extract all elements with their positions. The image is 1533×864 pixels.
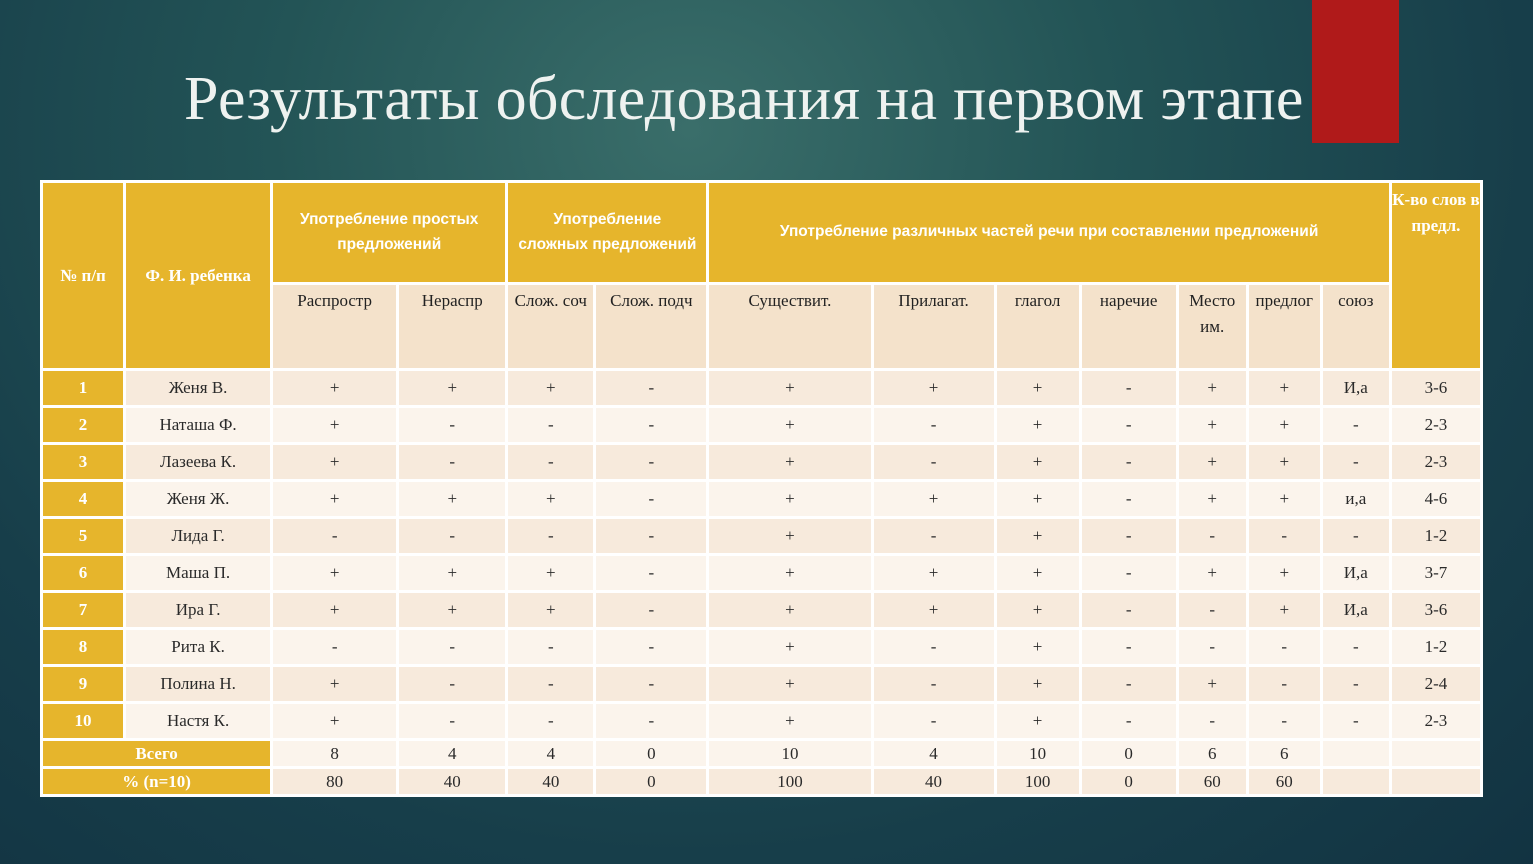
table-cell: - bbox=[1321, 444, 1390, 481]
table-cell: - bbox=[1080, 666, 1177, 703]
table-row bbox=[42, 407, 1482, 444]
table-cell: + bbox=[995, 555, 1080, 592]
subheader-cell: Место им. bbox=[1177, 284, 1247, 370]
row-number: 2 bbox=[42, 407, 125, 444]
table-cell: + bbox=[272, 592, 398, 629]
table-row bbox=[42, 481, 1482, 518]
word-count-cell: 1-2 bbox=[1390, 518, 1481, 555]
table-cell: + bbox=[1247, 555, 1321, 592]
table-cell: + bbox=[708, 555, 872, 592]
table-cell: - bbox=[1247, 518, 1321, 555]
word-count-cell: 3-7 bbox=[1390, 555, 1481, 592]
table-cell: - bbox=[872, 444, 995, 481]
table-cell: + bbox=[272, 370, 398, 407]
table-row bbox=[42, 444, 1482, 481]
results-table bbox=[40, 180, 1483, 797]
table-cell: + bbox=[872, 481, 995, 518]
table-cell: + bbox=[1247, 444, 1321, 481]
percent-cell: 60 bbox=[1177, 768, 1247, 796]
percent-cell: 40 bbox=[872, 768, 995, 796]
table-cell: - bbox=[398, 518, 507, 555]
table-cell: - bbox=[595, 703, 708, 740]
table-cell: - bbox=[595, 555, 708, 592]
table-cell: - bbox=[1080, 518, 1177, 555]
child-name: Женя В. bbox=[125, 370, 272, 407]
word-count-cell: 2-3 bbox=[1390, 407, 1481, 444]
word-count-cell: 1-2 bbox=[1390, 629, 1481, 666]
row-number: 8 bbox=[42, 629, 125, 666]
table-cell: + bbox=[708, 592, 872, 629]
table-cell: - bbox=[872, 407, 995, 444]
percent-cell bbox=[1390, 768, 1481, 796]
totals-cell: 0 bbox=[1080, 740, 1177, 768]
table-cell: - bbox=[1080, 592, 1177, 629]
child-name: Рита К. bbox=[125, 629, 272, 666]
totals-cell: 6 bbox=[1247, 740, 1321, 768]
row-number: 4 bbox=[42, 481, 125, 518]
child-name: Настя К. bbox=[125, 703, 272, 740]
header-num: № п/п bbox=[42, 182, 125, 370]
table-cell: + bbox=[708, 518, 872, 555]
totals-cell: 8 bbox=[272, 740, 398, 768]
table-row bbox=[42, 629, 1482, 666]
table-cell: - bbox=[1247, 666, 1321, 703]
table-cell: + bbox=[1177, 407, 1247, 444]
table-cell: + bbox=[272, 407, 398, 444]
table-cell: - bbox=[1321, 666, 1390, 703]
child-name: Маша П. bbox=[125, 555, 272, 592]
row-number: 1 bbox=[42, 370, 125, 407]
table-cell: + bbox=[1177, 481, 1247, 518]
table-row bbox=[42, 666, 1482, 703]
percent-row bbox=[42, 768, 1482, 796]
table-cell: - bbox=[595, 518, 708, 555]
totals-cell: 4 bbox=[398, 740, 507, 768]
table-cell: - bbox=[507, 703, 595, 740]
table-row bbox=[42, 518, 1482, 555]
table-cell: + bbox=[708, 666, 872, 703]
table-cell: - bbox=[1177, 703, 1247, 740]
percent-cell: 40 bbox=[507, 768, 595, 796]
child-name: Лида Г. bbox=[125, 518, 272, 555]
table-cell: + bbox=[507, 370, 595, 407]
table-cell: + bbox=[1177, 666, 1247, 703]
table-cell: + bbox=[708, 481, 872, 518]
table-cell: - bbox=[398, 666, 507, 703]
table-cell: + bbox=[872, 555, 995, 592]
subheader-cell: глагол bbox=[995, 284, 1080, 370]
table-cell: - bbox=[507, 629, 595, 666]
table-cell: - bbox=[507, 666, 595, 703]
table-cell: - bbox=[1177, 518, 1247, 555]
table-cell: + bbox=[507, 481, 595, 518]
table-cell: + bbox=[872, 592, 995, 629]
table-cell: - bbox=[398, 629, 507, 666]
table-cell: + bbox=[995, 666, 1080, 703]
totals-cell bbox=[1390, 740, 1481, 768]
percent-cell: 0 bbox=[595, 768, 708, 796]
table-cell: - bbox=[1080, 629, 1177, 666]
table-cell: + bbox=[995, 518, 1080, 555]
table-cell: + bbox=[708, 370, 872, 407]
child-name: Лазеева К. bbox=[125, 444, 272, 481]
header-parts-of-speech: Употребление различных частей речи при составлении предложений bbox=[708, 182, 1390, 284]
row-number: 3 bbox=[42, 444, 125, 481]
table-cell: + bbox=[995, 407, 1080, 444]
subheader-cell: наречие bbox=[1080, 284, 1177, 370]
table-cell: - bbox=[1177, 592, 1247, 629]
table-cell: - bbox=[595, 481, 708, 518]
totals-cell: 0 bbox=[595, 740, 708, 768]
table-cell: + bbox=[398, 555, 507, 592]
table-cell: - bbox=[595, 629, 708, 666]
table-cell: + bbox=[1247, 370, 1321, 407]
table-cell: + bbox=[708, 444, 872, 481]
table-cell: + bbox=[272, 703, 398, 740]
table-cell: + bbox=[1177, 555, 1247, 592]
table-cell: - bbox=[1177, 629, 1247, 666]
table-cell: + bbox=[995, 629, 1080, 666]
subheader-cell: Распростр bbox=[272, 284, 398, 370]
table-cell: + bbox=[398, 592, 507, 629]
table-cell: и,а bbox=[1321, 481, 1390, 518]
table-cell: - bbox=[1080, 444, 1177, 481]
percent-cell bbox=[1321, 768, 1390, 796]
table-cell: - bbox=[398, 703, 507, 740]
table-cell: - bbox=[595, 592, 708, 629]
table-cell: + bbox=[1247, 407, 1321, 444]
subheader-cell: Нераспр bbox=[398, 284, 507, 370]
subheader-cell: Слож. подч bbox=[595, 284, 708, 370]
row-number: 5 bbox=[42, 518, 125, 555]
table-cell: - bbox=[595, 444, 708, 481]
table-cell: - bbox=[595, 666, 708, 703]
totals-cell: 4 bbox=[507, 740, 595, 768]
table-cell: - bbox=[1247, 703, 1321, 740]
row-number: 10 bbox=[42, 703, 125, 740]
table-cell: + bbox=[398, 481, 507, 518]
child-name: Женя Ж. bbox=[125, 481, 272, 518]
totals-cell: 4 bbox=[872, 740, 995, 768]
header-complex-sentences: Употребление сложных предложений bbox=[507, 182, 708, 284]
word-count-cell: 2-3 bbox=[1390, 444, 1481, 481]
table-cell: - bbox=[595, 370, 708, 407]
table-cell: - bbox=[272, 518, 398, 555]
table-cell: + bbox=[272, 555, 398, 592]
header-simple-sentences: Употребление простых предложений bbox=[272, 182, 507, 284]
subheader-cell: предлог bbox=[1247, 284, 1321, 370]
subheader-cell: Слож. соч bbox=[507, 284, 595, 370]
table-cell: + bbox=[708, 629, 872, 666]
table-cell: + bbox=[872, 370, 995, 407]
subheader-cell: Существит. bbox=[708, 284, 872, 370]
table-body bbox=[42, 370, 1482, 740]
totals-cell: 10 bbox=[995, 740, 1080, 768]
percent-cell: 100 bbox=[995, 768, 1080, 796]
table-cell: - bbox=[872, 666, 995, 703]
word-count-cell: 3-6 bbox=[1390, 370, 1481, 407]
percent-cell: 100 bbox=[708, 768, 872, 796]
child-name: Полина Н. bbox=[125, 666, 272, 703]
table-cell: - bbox=[1080, 703, 1177, 740]
table-cell: + bbox=[995, 370, 1080, 407]
percent-cell: 60 bbox=[1247, 768, 1321, 796]
row-number: 6 bbox=[42, 555, 125, 592]
table-cell: - bbox=[872, 518, 995, 555]
word-count-cell: 3-6 bbox=[1390, 592, 1481, 629]
table-cell: + bbox=[1247, 592, 1321, 629]
table-row bbox=[42, 370, 1482, 407]
header-name: Ф. И. ребенка bbox=[125, 182, 272, 370]
table-cell: + bbox=[708, 703, 872, 740]
table-cell: - bbox=[1321, 629, 1390, 666]
table-cell: + bbox=[708, 407, 872, 444]
table-cell: + bbox=[995, 481, 1080, 518]
table-cell: - bbox=[1080, 555, 1177, 592]
table-row bbox=[42, 555, 1482, 592]
row-number: 7 bbox=[42, 592, 125, 629]
table-cell: И,а bbox=[1321, 370, 1390, 407]
totals-cell: 6 bbox=[1177, 740, 1247, 768]
table-cell: - bbox=[507, 518, 595, 555]
table-cell: И,а bbox=[1321, 592, 1390, 629]
table-cell: - bbox=[872, 629, 995, 666]
table-cell: + bbox=[507, 555, 595, 592]
table-cell: + bbox=[272, 444, 398, 481]
table-cell: + bbox=[1177, 370, 1247, 407]
child-name: Ира Г. bbox=[125, 592, 272, 629]
table-cell: - bbox=[1321, 407, 1390, 444]
percent-cell: 80 bbox=[272, 768, 398, 796]
table-cell: - bbox=[595, 407, 708, 444]
subheader-cell: союз bbox=[1321, 284, 1390, 370]
table-cell: - bbox=[398, 407, 507, 444]
totals-row bbox=[42, 740, 1482, 768]
table-cell: - bbox=[1321, 518, 1390, 555]
percent-cell: 0 bbox=[1080, 768, 1177, 796]
table-cell: + bbox=[995, 444, 1080, 481]
table-cell: + bbox=[995, 703, 1080, 740]
totals-cell bbox=[1321, 740, 1390, 768]
table-cell: - bbox=[1321, 703, 1390, 740]
table-cell: - bbox=[1080, 370, 1177, 407]
totals-label: Всего bbox=[42, 740, 272, 768]
percent-label: % (n=10) bbox=[42, 768, 272, 796]
table-cell: + bbox=[1247, 481, 1321, 518]
table-cell: + bbox=[995, 592, 1080, 629]
page-title: Результаты обследования на первом этапе bbox=[184, 65, 1304, 133]
subheader-cell: Прилагат. bbox=[872, 284, 995, 370]
table-cell: + bbox=[272, 666, 398, 703]
word-count-cell: 2-3 bbox=[1390, 703, 1481, 740]
table-cell: + bbox=[1177, 444, 1247, 481]
child-name: Наташа Ф. bbox=[125, 407, 272, 444]
table-cell: - bbox=[398, 444, 507, 481]
table-cell: - bbox=[507, 444, 595, 481]
totals-cell: 10 bbox=[708, 740, 872, 768]
word-count-cell: 4-6 bbox=[1390, 481, 1481, 518]
table-row bbox=[42, 703, 1482, 740]
table-cell: + bbox=[398, 370, 507, 407]
word-count-cell: 2-4 bbox=[1390, 666, 1481, 703]
table-row bbox=[42, 592, 1482, 629]
table-cell: - bbox=[272, 629, 398, 666]
header-word-count: К-во слов в предл. bbox=[1390, 182, 1481, 370]
table-cell: - bbox=[507, 407, 595, 444]
table-cell: - bbox=[872, 703, 995, 740]
table-cell: + bbox=[507, 592, 595, 629]
table-cell: - bbox=[1247, 629, 1321, 666]
row-number: 9 bbox=[42, 666, 125, 703]
percent-cell: 40 bbox=[398, 768, 507, 796]
table-cell: - bbox=[1080, 407, 1177, 444]
table-cell: - bbox=[1080, 481, 1177, 518]
table-cell: И,а bbox=[1321, 555, 1390, 592]
table-cell: + bbox=[272, 481, 398, 518]
